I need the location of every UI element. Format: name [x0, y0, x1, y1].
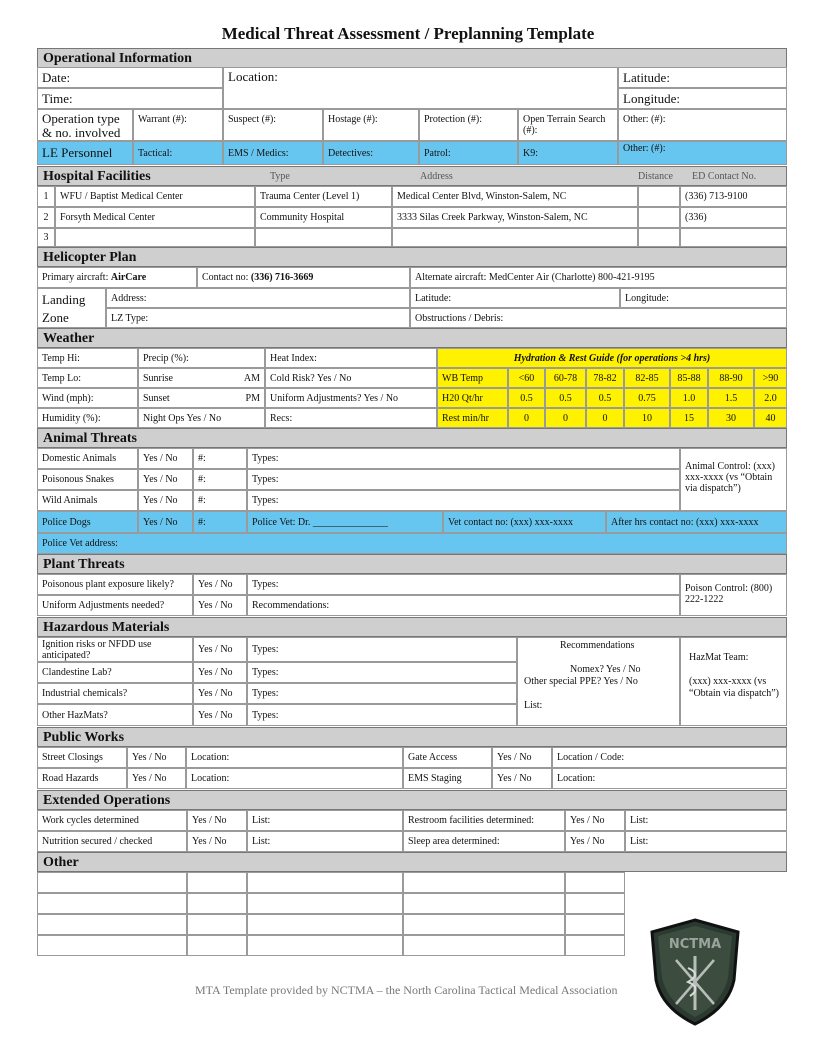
ignition-label: Ignition risks or NFDD use anticipated?	[37, 637, 193, 662]
other-hazmat-types[interactable]: Types:	[247, 704, 517, 726]
ignition-yes-no[interactable]: Yes / No	[193, 637, 247, 662]
other-notes-cell[interactable]	[403, 935, 565, 956]
primary-aircraft-label: Primary aircraft:	[42, 272, 109, 283]
suspect-field[interactable]: Suspect (#):	[223, 109, 323, 141]
street-closings-yes-no[interactable]: Yes / No	[127, 747, 186, 768]
other-notes-cell[interactable]	[37, 872, 187, 893]
hospital-name[interactable]	[55, 228, 255, 247]
other-op-field[interactable]: Other: (#):	[618, 109, 787, 141]
hospital-name[interactable]: Forsyth Medical Center	[55, 207, 255, 228]
police-vet-address-field[interactable]: Police Vet address:	[37, 533, 787, 554]
other-notes-cell[interactable]	[37, 893, 187, 914]
other-notes-cell[interactable]	[187, 935, 247, 956]
primary-aircraft-field[interactable]	[37, 267, 197, 288]
wild-types[interactable]: Types:	[247, 490, 680, 511]
ems-staging-yes-no[interactable]: Yes / No	[492, 768, 552, 789]
industrial-label: Industrial chemicals?	[37, 683, 193, 704]
temp-hi-field[interactable]: Temp Hi:	[37, 348, 138, 368]
h2o-value: 0.5	[586, 388, 624, 408]
other-notes-cell[interactable]	[187, 872, 247, 893]
wb-temp-value: <60	[508, 368, 545, 388]
lz-longitude-field[interactable]: Longitude:	[620, 288, 787, 308]
contact-value: (336) 716-3669	[250, 272, 314, 283]
contact-field[interactable]	[197, 267, 410, 288]
rest-value: 15	[670, 408, 708, 428]
hospital-phone[interactable]: (336) 713-9100	[680, 186, 787, 207]
wb-temp-value: 60-78	[545, 368, 586, 388]
other-notes-cell[interactable]	[565, 893, 625, 914]
wb-temp-value: 88-90	[708, 368, 754, 388]
other-notes-cell[interactable]	[565, 935, 625, 956]
sleep-area-list[interactable]: List:	[625, 831, 787, 852]
hospital-col-address: Address	[420, 171, 453, 182]
recs-field[interactable]: Recs:	[265, 408, 437, 428]
rest-value: 40	[754, 408, 787, 428]
patrol-field[interactable]: Patrol:	[419, 141, 518, 165]
hospital-address[interactable]: 3333 Silas Creek Parkway, Winston-Salem, NC	[392, 207, 638, 228]
am-label: AM	[243, 372, 260, 384]
rest-value: 10	[624, 408, 670, 428]
nutrition-label: Nutrition secured / checked	[37, 831, 187, 852]
poison-control-info: Poison Control: (800) 222-1222	[680, 574, 787, 616]
industrial-yes-no[interactable]: Yes / No	[193, 683, 247, 704]
landing-zone-label: Landing Zone	[37, 288, 106, 328]
section-hazmat: Hazardous Materials	[37, 617, 787, 637]
restroom-label: Restroom facilities determined:	[403, 810, 565, 831]
plant-uniform-yes-no[interactable]: Yes / No	[193, 595, 247, 616]
other-notes-cell[interactable]	[247, 914, 403, 935]
humidity-field[interactable]: Humidity (%):	[37, 408, 138, 428]
section-plant: Plant Threats	[37, 554, 787, 574]
clan-lab-yes-no[interactable]: Yes / No	[193, 662, 247, 683]
page-title: Medical Threat Assessment / Preplanning Template	[221, 24, 595, 43]
rest-value: 0	[545, 408, 586, 428]
sunrise-label: Sunrise	[143, 372, 173, 384]
vet-contact-field[interactable]: Vet contact no: (xxx) xxx-xxxx	[443, 511, 606, 533]
footer-credit: MTA Template provided by NCTMA – the North Carolina Tactical Medical Association	[195, 983, 618, 997]
lz-address-field[interactable]: Address:	[106, 288, 410, 308]
heat-index-field[interactable]: Heat Index:	[265, 348, 437, 368]
sunset-label: Sunset	[143, 392, 170, 404]
hospital-distance[interactable]	[638, 186, 680, 207]
lz-type-field[interactable]: LZ Type:	[106, 308, 410, 328]
other-notes-cell[interactable]	[187, 914, 247, 935]
other-notes-cell[interactable]	[247, 935, 403, 956]
alternate-aircraft-field[interactable]: Alternate aircraft: MedCenter Air (Charlotte) 800-421-9195	[410, 267, 787, 288]
wb-temp-value: >90	[754, 368, 787, 388]
hospital-name[interactable]: WFU / Baptist Medical Center	[55, 186, 255, 207]
after-hours-field[interactable]: After hrs contact no: (xxx) xxx-xxxx	[606, 511, 787, 533]
section-animal: Animal Threats	[37, 428, 787, 448]
location-field[interactable]: Location:	[223, 67, 618, 109]
h2o-value: 0.5	[508, 388, 545, 408]
sunset-field[interactable]	[138, 388, 265, 408]
night-ops-field[interactable]: Night Ops Yes / No	[138, 408, 265, 428]
hospital-address[interactable]	[392, 228, 638, 247]
plant-types-field[interactable]: Types:	[247, 574, 680, 595]
longitude-field[interactable]: Longitude:	[618, 88, 787, 109]
snakes-types[interactable]: Types:	[247, 469, 680, 490]
wild-count[interactable]: #:	[193, 490, 247, 511]
restroom-list[interactable]: List:	[625, 810, 787, 831]
hydration-guide-title: Hydration & Rest Guide (for operations >4 hrs)	[437, 348, 787, 368]
other-notes-cell[interactable]	[403, 872, 565, 893]
plant-uniform-label: Uniform Adjustments needed?	[37, 595, 193, 616]
clan-lab-types[interactable]: Types:	[247, 662, 517, 683]
industrial-types[interactable]: Types:	[247, 683, 517, 704]
snakes-label: Poisonous Snakes	[37, 469, 138, 490]
road-hazards-yes-no[interactable]: Yes / No	[127, 768, 186, 789]
domestic-yes-no[interactable]: Yes / No	[138, 448, 193, 469]
detectives-field[interactable]: Detectives:	[323, 141, 419, 165]
gate-access-label: Gate Access	[403, 747, 492, 768]
hospital-col-type: Type	[270, 171, 290, 182]
precip-field[interactable]: Precip (%):	[138, 348, 265, 368]
street-closings-location[interactable]: Location:	[186, 747, 403, 768]
section-operational: Operational Information	[37, 48, 787, 68]
other-notes-cell[interactable]	[37, 935, 187, 956]
h2o-label: H20 Qt/hr	[437, 388, 508, 408]
sleep-area-label: Sleep area determined:	[403, 831, 565, 852]
ignition-types[interactable]: Types:	[247, 637, 517, 662]
nctma-logo	[648, 918, 742, 1026]
recommendations-label: Recommendations	[560, 640, 635, 651]
hospital-col-distance: Distance	[638, 171, 673, 182]
hospital-phone[interactable]	[680, 228, 787, 247]
other-notes-cell[interactable]	[403, 914, 565, 935]
other-notes-cell[interactable]	[565, 914, 625, 935]
special-ppe-field[interactable]: Other special PPE? Yes / No	[524, 676, 638, 687]
other-notes-cell[interactable]	[403, 893, 565, 914]
h2o-value: 0.5	[545, 388, 586, 408]
other-notes-cell[interactable]	[37, 914, 187, 935]
snakes-count[interactable]: #:	[193, 469, 247, 490]
logo-text: NCTMA	[668, 937, 722, 952]
sunrise-field[interactable]	[138, 368, 265, 388]
hospital-phone[interactable]: (336)	[680, 207, 787, 228]
le-personnel-label: LE Personnel	[37, 141, 133, 165]
hospital-type[interactable]: Community Hospital	[255, 207, 392, 228]
contact-label: Contact no:	[202, 272, 249, 283]
hazmat-team-contact: (xxx) xxx-xxxx (vs “Obtain via dispatch”)	[689, 676, 779, 699]
other-notes-cell[interactable]	[187, 893, 247, 914]
hospital-col-ed: ED Contact No.	[692, 171, 757, 182]
wb-temp-label: WB Temp	[437, 368, 508, 388]
hazmat-team-box	[680, 637, 787, 726]
police-vet-field[interactable]: Police Vet: Dr. _______________	[247, 511, 443, 533]
hospital-type[interactable]	[255, 228, 392, 247]
tactical-field[interactable]: Tactical:	[133, 141, 223, 165]
other-notes-cell[interactable]	[565, 872, 625, 893]
ems-staging-label: EMS Staging	[403, 768, 492, 789]
hospital-address[interactable]: Medical Center Blvd, Winston-Salem, NC	[392, 186, 638, 207]
plant-exposure-label: Poisonous plant exposure likely?	[37, 574, 193, 595]
wild-animals-label: Wild Animals	[37, 490, 138, 511]
work-cycles-label: Work cycles determined	[37, 810, 187, 831]
sleep-area-yes-no[interactable]: Yes / No	[565, 831, 625, 852]
wb-temp-value: 82-85	[624, 368, 670, 388]
hospital-row-num: 1	[37, 186, 55, 207]
nutrition-yes-no[interactable]: Yes / No	[187, 831, 247, 852]
rest-value: 0	[508, 408, 545, 428]
pm-label: PM	[245, 392, 260, 404]
wb-temp-value: 85-88	[670, 368, 708, 388]
hospital-row-num: 2	[37, 207, 55, 228]
obstructions-field[interactable]: Obstructions / Debris:	[410, 308, 787, 328]
gate-access-yes-no[interactable]: Yes / No	[492, 747, 552, 768]
wb-temp-value: 78-82	[586, 368, 624, 388]
warrant-field[interactable]: Warrant (#):	[133, 109, 223, 141]
other-notes-cell[interactable]	[247, 872, 403, 893]
work-cycles-list[interactable]: List:	[247, 810, 403, 831]
hospital-row-num: 3	[37, 228, 55, 247]
domestic-animals-label: Domestic Animals	[37, 448, 138, 469]
rest-value: 0	[586, 408, 624, 428]
h2o-value: 1.0	[670, 388, 708, 408]
gate-location-code[interactable]: Location / Code:	[552, 747, 787, 768]
other-hazmat-label: Other HazMats?	[37, 704, 193, 726]
nomex-field[interactable]: Nomex? Yes / No	[570, 664, 641, 675]
k9-field[interactable]: K9:	[518, 141, 618, 165]
operation-type-label: Operation type & no. involved	[37, 109, 133, 141]
hospital-type[interactable]: Trauma Center (Level 1)	[255, 186, 392, 207]
ems-field[interactable]: EMS / Medics:	[223, 141, 323, 165]
plant-exposure-yes-no[interactable]: Yes / No	[193, 574, 247, 595]
uniform-adjust-field[interactable]: Uniform Adjustments? Yes / No	[265, 388, 437, 408]
wind-field[interactable]: Wind (mph):	[37, 388, 138, 408]
street-closings-label: Street Closings	[37, 747, 127, 768]
protection-field[interactable]: Protection (#):	[419, 109, 518, 141]
plant-recs-field[interactable]: Recommendations:	[247, 595, 680, 616]
hospital-distance[interactable]	[638, 228, 680, 247]
h2o-value: 0.75	[624, 388, 670, 408]
rest-value: 30	[708, 408, 754, 428]
section-other: Other	[37, 852, 787, 872]
ems-staging-location[interactable]: Location:	[552, 768, 787, 789]
other-notes-cell[interactable]	[247, 893, 403, 914]
nutrition-list[interactable]: List:	[247, 831, 403, 852]
section-public-works: Public Works	[37, 727, 787, 747]
hazmat-team-label: HazMat Team:	[689, 652, 749, 663]
date-field[interactable]: Date:	[37, 67, 223, 88]
police-dogs-count[interactable]: #:	[193, 511, 247, 533]
h2o-value: 1.5	[708, 388, 754, 408]
road-hazards-location[interactable]: Location:	[186, 768, 403, 789]
wild-yes-no[interactable]: Yes / No	[138, 490, 193, 511]
animal-control-info: Animal Control: (xxx) xxx-xxxx (vs “Obtain via dispatch”)	[680, 448, 787, 511]
hazmat-recommendations-box[interactable]	[517, 637, 680, 726]
open-terrain-field[interactable]: Open Terrain Search (#):	[518, 109, 618, 141]
snakes-yes-no[interactable]: Yes / No	[138, 469, 193, 490]
section-helicopter: Helicopter Plan	[37, 247, 787, 267]
section-extended: Extended Operations	[37, 790, 787, 810]
time-field[interactable]: Time:	[37, 88, 223, 109]
hazmat-list-field[interactable]: List:	[524, 700, 543, 711]
work-cycles-yes-no[interactable]: Yes / No	[187, 810, 247, 831]
domestic-count[interactable]: #:	[193, 448, 247, 469]
hospital-distance[interactable]	[638, 207, 680, 228]
latitude-field[interactable]: Latitude:	[618, 67, 787, 88]
road-hazards-label: Road Hazards	[37, 768, 127, 789]
cold-risk-field[interactable]: Cold Risk? Yes / No	[265, 368, 437, 388]
restroom-yes-no[interactable]: Yes / No	[565, 810, 625, 831]
clan-lab-label: Clandestine Lab?	[37, 662, 193, 683]
police-dogs-label: Police Dogs	[37, 511, 138, 533]
hostage-field[interactable]: Hostage (#):	[323, 109, 419, 141]
h2o-value: 2.0	[754, 388, 787, 408]
lz-latitude-field[interactable]: Latitude:	[410, 288, 620, 308]
other-hazmat-yes-no[interactable]: Yes / No	[193, 704, 247, 726]
section-weather: Weather	[37, 328, 787, 348]
rest-label: Rest min/hr	[437, 408, 508, 428]
other-le-field[interactable]: Other: (#):	[618, 141, 787, 165]
police-dogs-yes-no[interactable]: Yes / No	[138, 511, 193, 533]
primary-aircraft-value: AirCare	[110, 272, 147, 283]
domestic-types[interactable]: Types:	[247, 448, 680, 469]
temp-lo-field[interactable]: Temp Lo:	[37, 368, 138, 388]
section-hospital: Hospital Facilities	[37, 166, 787, 186]
